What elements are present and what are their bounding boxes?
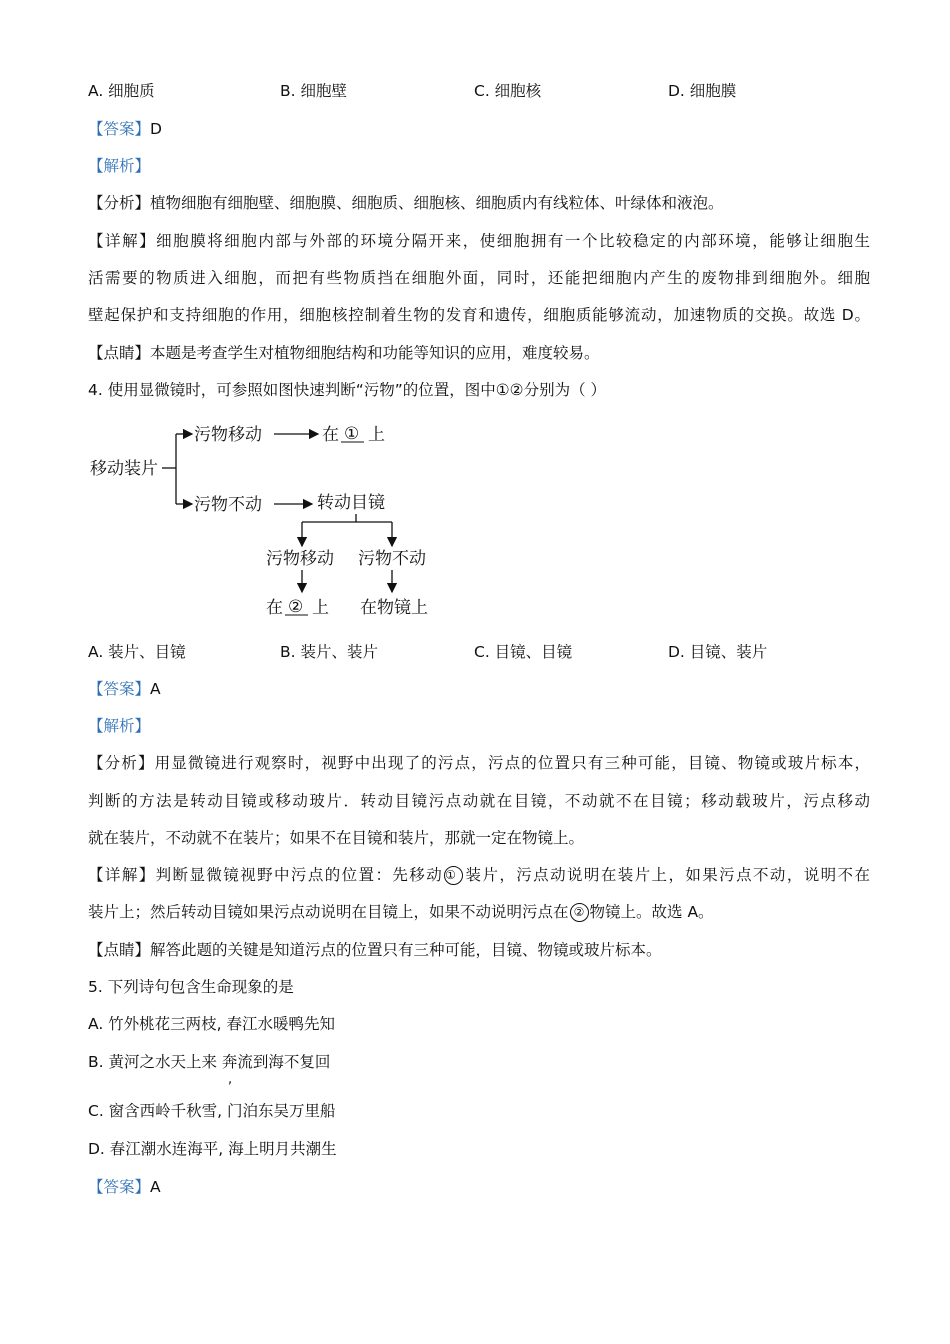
q3-xiangjie-line-3: 壁起保护和支持细胞的作用，细胞核控制着生物的发育和遗传，细胞质能够流动，加速物质的交换。故选 D。 <box>88 306 870 324</box>
circled-one-mark: ① <box>444 866 463 885</box>
left-result-prefix: 在 <box>266 598 283 618</box>
q4-option-b: B. 装片、装片 <box>280 643 378 661</box>
q5-option-b-comma: , <box>228 1072 233 1087</box>
answer-tag: 【答案】 <box>88 680 151 698</box>
turn-eyepiece-node: 转动目镜 <box>317 493 385 513</box>
root-node: 移动装片 <box>90 459 158 479</box>
flowchart-diagram <box>86 414 446 624</box>
left-case-node: 污物移动 <box>266 549 334 569</box>
circled-two-mark: ② <box>570 903 589 922</box>
fenxi-text: 植物细胞有细胞壁、细胞膜、细胞质、细胞核、细胞质内有线粒体、叶绿体和液泡。 <box>150 194 724 212</box>
q4-fenxi-line-3: 就在装片，不动就不在装片；如果不在目镜和装片，那就一定在物镜上。 <box>88 829 585 847</box>
q4-xiangjie-line-1 <box>88 864 870 886</box>
top-result-suffix: 上 <box>368 425 385 445</box>
left-result-suffix: 上 <box>312 598 329 618</box>
top-branch-node: 污物移动 <box>194 425 262 445</box>
q4-stem: 4. 使用显微镜时，可参照如图快速判断“污物”的位置，图中①②分别为（ ） <box>88 381 606 399</box>
q4-option-a: A. 装片、目镜 <box>88 643 186 661</box>
q5-option-d: D. 春江潮水连海平, 海上明月共潮生 <box>88 1140 337 1158</box>
left-result-mark: ② <box>288 597 304 617</box>
q3-option-c: C. 细胞核 <box>474 82 542 100</box>
q3-xiangjie-line-2: 活需要的物质进入细胞，而把有些物质挡在细胞外面，同时，还能把细胞内产生的废物排到细胞外。细胞 <box>88 269 870 287</box>
q5-option-b: B. 黄河之水天上来 奔流到海不复回 <box>88 1053 331 1071</box>
q3-dianjing <box>88 342 870 364</box>
q4-answer <box>88 678 870 700</box>
xiangjie-text: 细胞膜将细胞内部与外部的环境分隔开来，使细胞拥有一个比较稳定的内部环境，能够让细胞生 <box>156 232 870 250</box>
xiangjie-tag: 【详解】 <box>88 232 157 250</box>
dianjing-tag: 【点睛】 <box>88 344 151 362</box>
answer-value: A <box>150 680 161 698</box>
fenxi-text: 用显微镜进行观察时，视野中出现了的污点，污点的位置只有三种可能，目镜、物镜或玻片标本， <box>154 754 870 772</box>
q4-fenxi-line-2: 判断的方法是转动目镜或移动玻片．转动目镜污点动就在目镜，不动就不在目镜；移动载玻片，污点移动 <box>88 792 870 810</box>
q5-option-c: C. 窗含西岭千秋雪, 门泊东吴万里船 <box>88 1102 336 1120</box>
xiangjie-text-2a: 装片上；然后转动目镜如果污点动说明在目镜上，如果不动说明污点在 <box>88 903 569 921</box>
q3-option-a: A. 细胞质 <box>88 82 155 100</box>
dianjing-text: 本题是考查学生对植物细胞结构和功能等知识的应用，难度较易。 <box>150 344 600 362</box>
q4-xiangjie-line-2 <box>88 901 870 923</box>
q3-analysis-tag: 【解析】 <box>88 157 151 175</box>
right-result-node: 在物镜上 <box>360 598 428 618</box>
q3-option-b: B. 细胞壁 <box>280 82 347 100</box>
top-result-mark: ① <box>344 424 360 444</box>
q4-fenxi-line-1 <box>88 752 870 774</box>
bottom-branch-node: 污物不动 <box>194 495 262 515</box>
q4-dianjing <box>88 939 870 961</box>
q3-option-d: D. 细胞膜 <box>668 82 737 100</box>
top-result-prefix: 在 <box>322 425 339 445</box>
q4-option-d: D. 目镜、装片 <box>668 643 768 661</box>
q5-answer <box>88 1176 870 1198</box>
q3-xiangjie-line-1 <box>88 230 870 252</box>
answer-tag: 【答案】 <box>88 1178 151 1196</box>
q4-options <box>88 641 888 663</box>
answer-value: A <box>150 1178 161 1196</box>
fenxi-tag: 【分析】 <box>88 754 155 772</box>
q3-fenxi <box>88 192 870 214</box>
answer-tag: 【答案】 <box>88 120 151 138</box>
dianjing-tag: 【点睛】 <box>88 941 151 959</box>
right-case-node: 污物不动 <box>358 549 426 569</box>
xiangjie-tag: 【详解】 <box>88 866 156 884</box>
xiangjie-text-1a: 判断显微镜视野中污点的位置：先移动 <box>155 866 444 884</box>
q5-stem: 5. 下列诗句包含生命现象的是 <box>88 978 294 996</box>
q4-analysis-tag: 【解析】 <box>88 717 151 735</box>
q3-options <box>88 80 888 102</box>
dianjing-text: 解答此题的关键是知道污点的位置只有三种可能，目镜、物镜或玻片标本。 <box>150 941 662 959</box>
fenxi-tag: 【分析】 <box>88 194 151 212</box>
q3-answer <box>88 118 870 140</box>
q5-option-a: A. 竹外桃花三两枝, 春江水暖鸭先知 <box>88 1015 336 1033</box>
xiangjie-text-2b: 物镜上。故选 A。 <box>589 903 714 921</box>
xiangjie-text-1b: 装片，污点动说明在装片上，如果污点不动，说明不在 <box>464 866 870 884</box>
answer-value: D <box>150 120 162 138</box>
q4-option-c: C. 目镜、目镜 <box>474 643 573 661</box>
